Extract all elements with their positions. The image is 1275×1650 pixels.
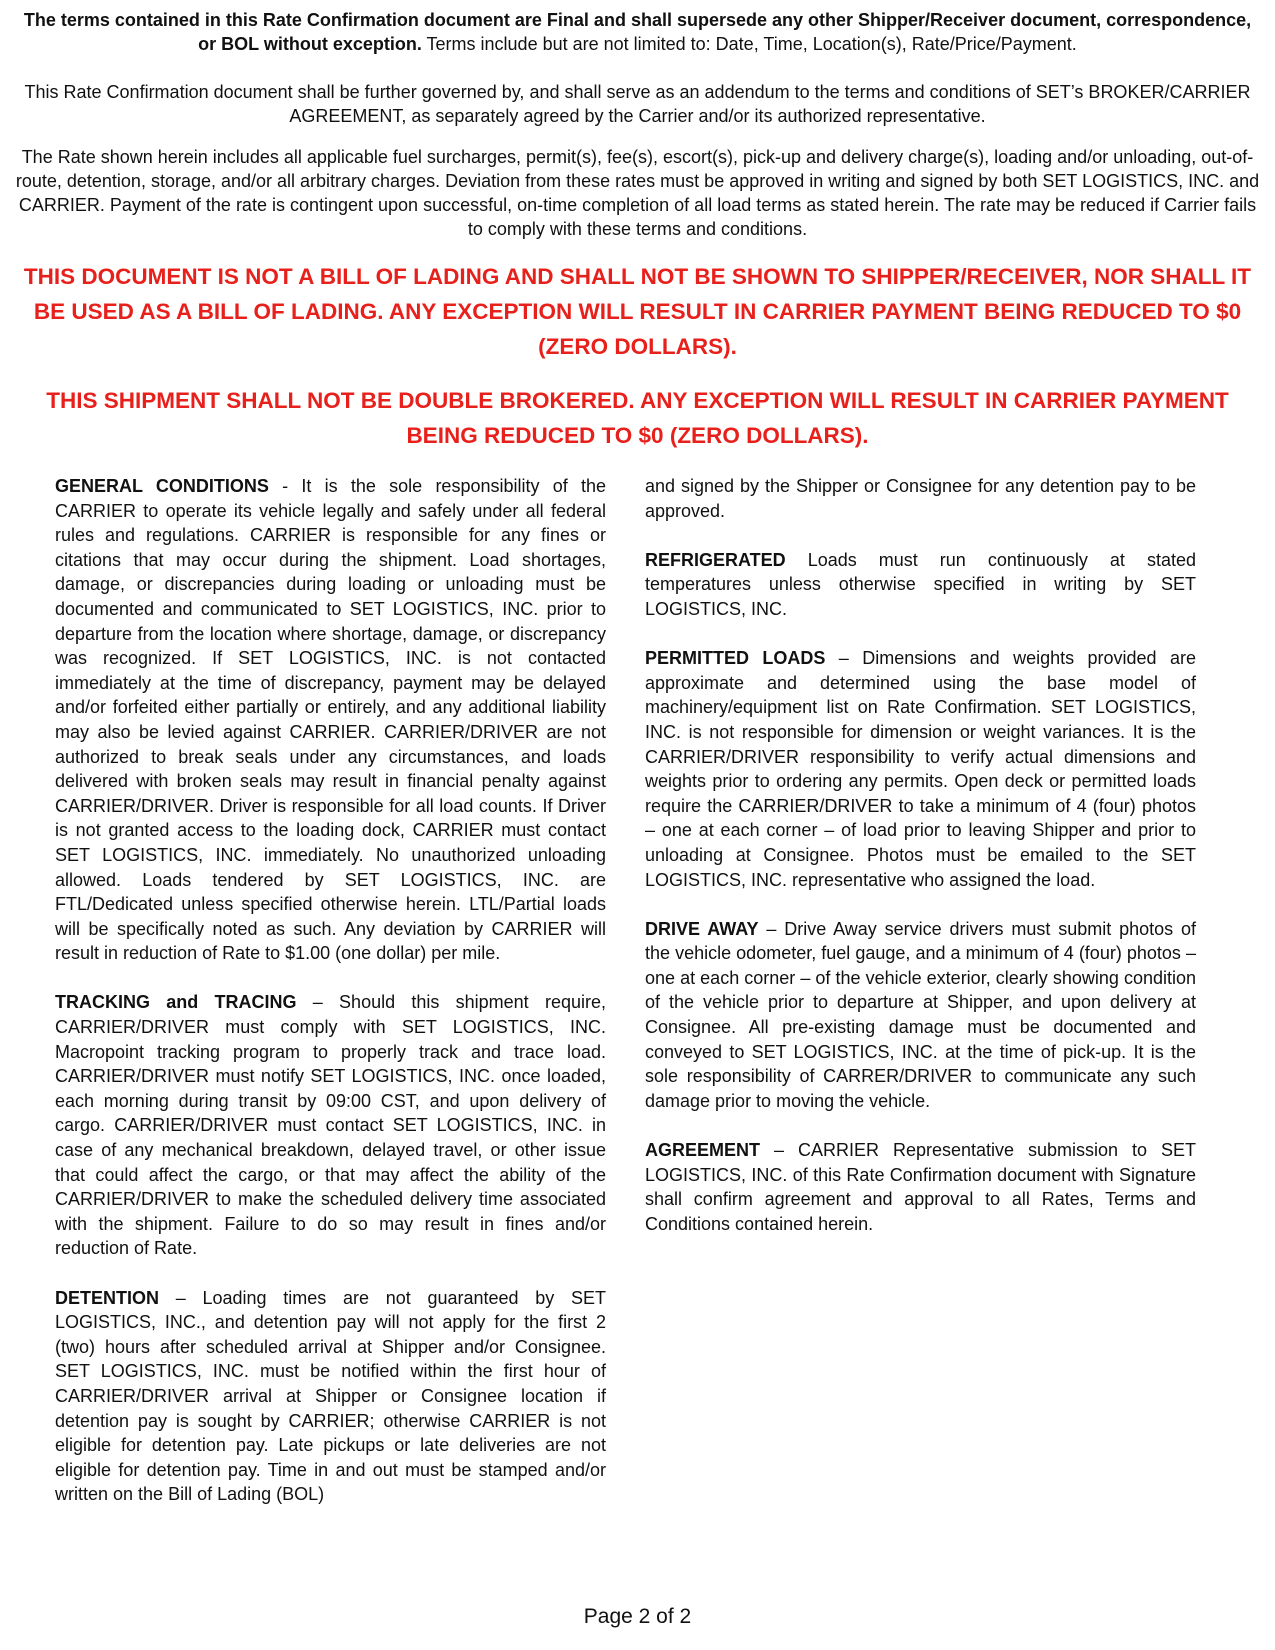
section-title: AGREEMENT: [645, 1140, 761, 1161]
page-number: Page 2 of 2: [583, 1605, 692, 1628]
intro-paragraph-rate: The Rate shown herein includes all applicable fuel surcharges, permit(s), fee(s), escort(s), pick-up and delivery charge(s), loading and/or unloading, out-of-route, detention, storage, and/or all arbitrary charges. Deviation from these rates must be approved in writing and signed by both SET LOGISTICS, INC. and CARRIER. Payment of the rate is contingent upon successful, on-time completion of all load terms as stated herein. The rate may be reduced if Carrier fails to comply with these terms and conditions.: [15, 147, 1260, 239]
section-body: – Loading times are not guaranteed by SET LOGISTICS, INC., and detention pay will not apply for the first 2 (two) hours after scheduled arrival at Shipper and/or Consignee. SET LOGISTICS, INC. must be notified within the first hour of CARRIER/DRIVER arrival at Shipper or Consignee location if detention pay is sought by CARRIER; otherwise CARRIER is not eligible for detention pay. Late pickups or late deliveries are not eligible for detention pay. Time in and out must be stamped and/or written on the Bill of Lading (BOL): [55, 1287, 606, 1505]
section-title: TRACKING and TRACING: [55, 992, 297, 1013]
warning-not-bill-of-lading: THIS DOCUMENT IS NOT A BILL OF LADING AND SHALL NOT BE SHOWN TO SHIPPER/RECEIVER, NOR SHALL IT BE USED AS A BILL OF LADING. ANY EXCEPTION WILL RESULT IN CARRIER PAYMENT BEING REDUCED TO $0 (ZERO DOLLARS).: [23, 264, 1252, 359]
section-agreement: [645, 1138, 1196, 1236]
right-column: [645, 474, 1196, 1261]
section-refrigerated: [645, 548, 1196, 622]
section-title: DETENTION: [55, 1287, 160, 1308]
section-detention: [55, 1286, 606, 1507]
left-column: [55, 474, 606, 1532]
section-title: REFRIGERATED: [645, 549, 786, 570]
section-body: – Drive Away service drivers must submit photos of the vehicle odometer, fuel gauge, and a minimum of 4 (four) photos – one at each corner – of the vehicle exterior, clearly showing condition of the vehicle prior to departure at Shipper, and upon delivery at Consignee. All pre-existing damage must be documented and conveyed to SET LOGISTICS, INC. at the time of pick-up. It is the sole responsibility of CARRER/DRIVER to communicate any such damage prior to moving the vehicle.: [645, 918, 1196, 1111]
section-tracking-tracing: [55, 990, 606, 1261]
section-body: Loads must run continuously at stated temperatures unless otherwise specified in writing by SET LOGISTICS, INC.: [645, 549, 1196, 619]
section-drive-away: [645, 917, 1196, 1114]
section-body: – Dimensions and weights provided are approximate and determined using the base model of machinery/equipment list on Rate Confirmation. SET LOGISTICS, INC. is not responsible for dimension or weight variances. It is the CARRIER/DRIVER responsibility to verify actual dimensions and weights prior to ordering any permits. Open deck or permitted loads require the CARRIER/DRIVER to take a minimum of 4 (four) photos – one at each corner – of load prior to leaving Shipper and prior to unloading at Consignee. Photos must be emailed to the SET LOGISTICS, INC. representative who assigned the load.: [645, 648, 1196, 890]
section-body: – Should this shipment require, CARRIER/DRIVER must comply with SET LOGISTICS, INC. Macropoint tracking program to properly track and trace load. CARRIER/DRIVER must notify SET LOGISTICS, INC. once loaded, each morning during transit by 09:00 CST, and upon delivery of cargo. CARRIER/DRIVER must contact SET LOGISTICS, INC. in case of any mechanical breakdown, delayed travel, or other issue that could affect the cargo, or that may affect the ability of the CARRIER/DRIVER to make the scheduled delivery time associated with the shipment. Failure to do so may result in fines and/or reduction of Rate.: [55, 992, 606, 1259]
intro-paragraph-final-terms: [14, 8, 1261, 56]
intro-final-terms-bold: The terms contained in this Rate Confirmation document are Final and shall supersede any other Shipper/Receiver document, correspondence, or BOL without exception.: [23, 10, 1252, 54]
section-title: GENERAL CONDITIONS: [55, 476, 269, 496]
section-title: PERMITTED LOADS: [645, 648, 826, 669]
section-body: – CARRIER Representative submission to SET LOGISTICS, INC. of this Rate Confirmation document with Signature shall confirm agreement and approval to all Rates, Terms and Conditions contained herein.: [645, 1140, 1196, 1234]
intro-final-terms-rest: Terms include but are not limited to: Date, Time, Location(s), Rate/Price/Payment.: [421, 34, 1077, 54]
section-body: - It is the sole responsibility of the CARRIER to operate its vehicle legally and safely under all federal rules and regulations. CARRIER is responsible for any fines or citations that may occur during the shipment. Load shortages, damage, or discrepancies during loading or unloading must be documented and communicated to SET LOGISTICS, INC. prior to departure from the location where shortage, damage, or discrepancy was recognized. If SET LOGISTICS, INC. is not contacted immediately at the time of discrepancy, payment may be delayed and/or forfeited either partially or entirely, and any additional liability may also be levied against CARRIER. CARRIER/DRIVER are not authorized to break seals under any circumstances, and loads delivered with broken seals may result in financial penalty against CARRIER/DRIVER. Driver is responsible for all load counts. If Driver is not granted access to the loading dock, CARRIER must contact SET LOGISTICS, INC. immediately. No unauthorized unloading allowed. Loads tendered by SET LOGISTICS, INC. are FTL/Dedicated unless specified otherwise herein. LTL/Partial loads will be specifically noted as such. Any deviation by CARRIER will result in reduction of Rate to $1.00 (one dollar) per mile.: [55, 476, 607, 964]
section-general-conditions: [55, 474, 606, 966]
warning-double-brokered: THIS SHIPMENT SHALL NOT BE DOUBLE BROKERED. ANY EXCEPTION WILL RESULT IN CARRIER PAYMENT BEING REDUCED TO $0 (ZERO DOLLARS).: [46, 388, 1229, 448]
intro-paragraph-addendum: This Rate Confirmation document shall be further governed by, and shall serve as an addendum to the terms and conditions of SET’s BROKER/CARRIER AGREEMENT, as separately agreed by the Carrier and/or its authorized representative.: [24, 82, 1251, 126]
section-title: DRIVE AWAY: [645, 918, 759, 939]
section-permitted-loads: [645, 646, 1196, 892]
section-detention-continued: and signed by the Shipper or Consignee for any detention pay to be approved.: [645, 476, 1196, 521]
